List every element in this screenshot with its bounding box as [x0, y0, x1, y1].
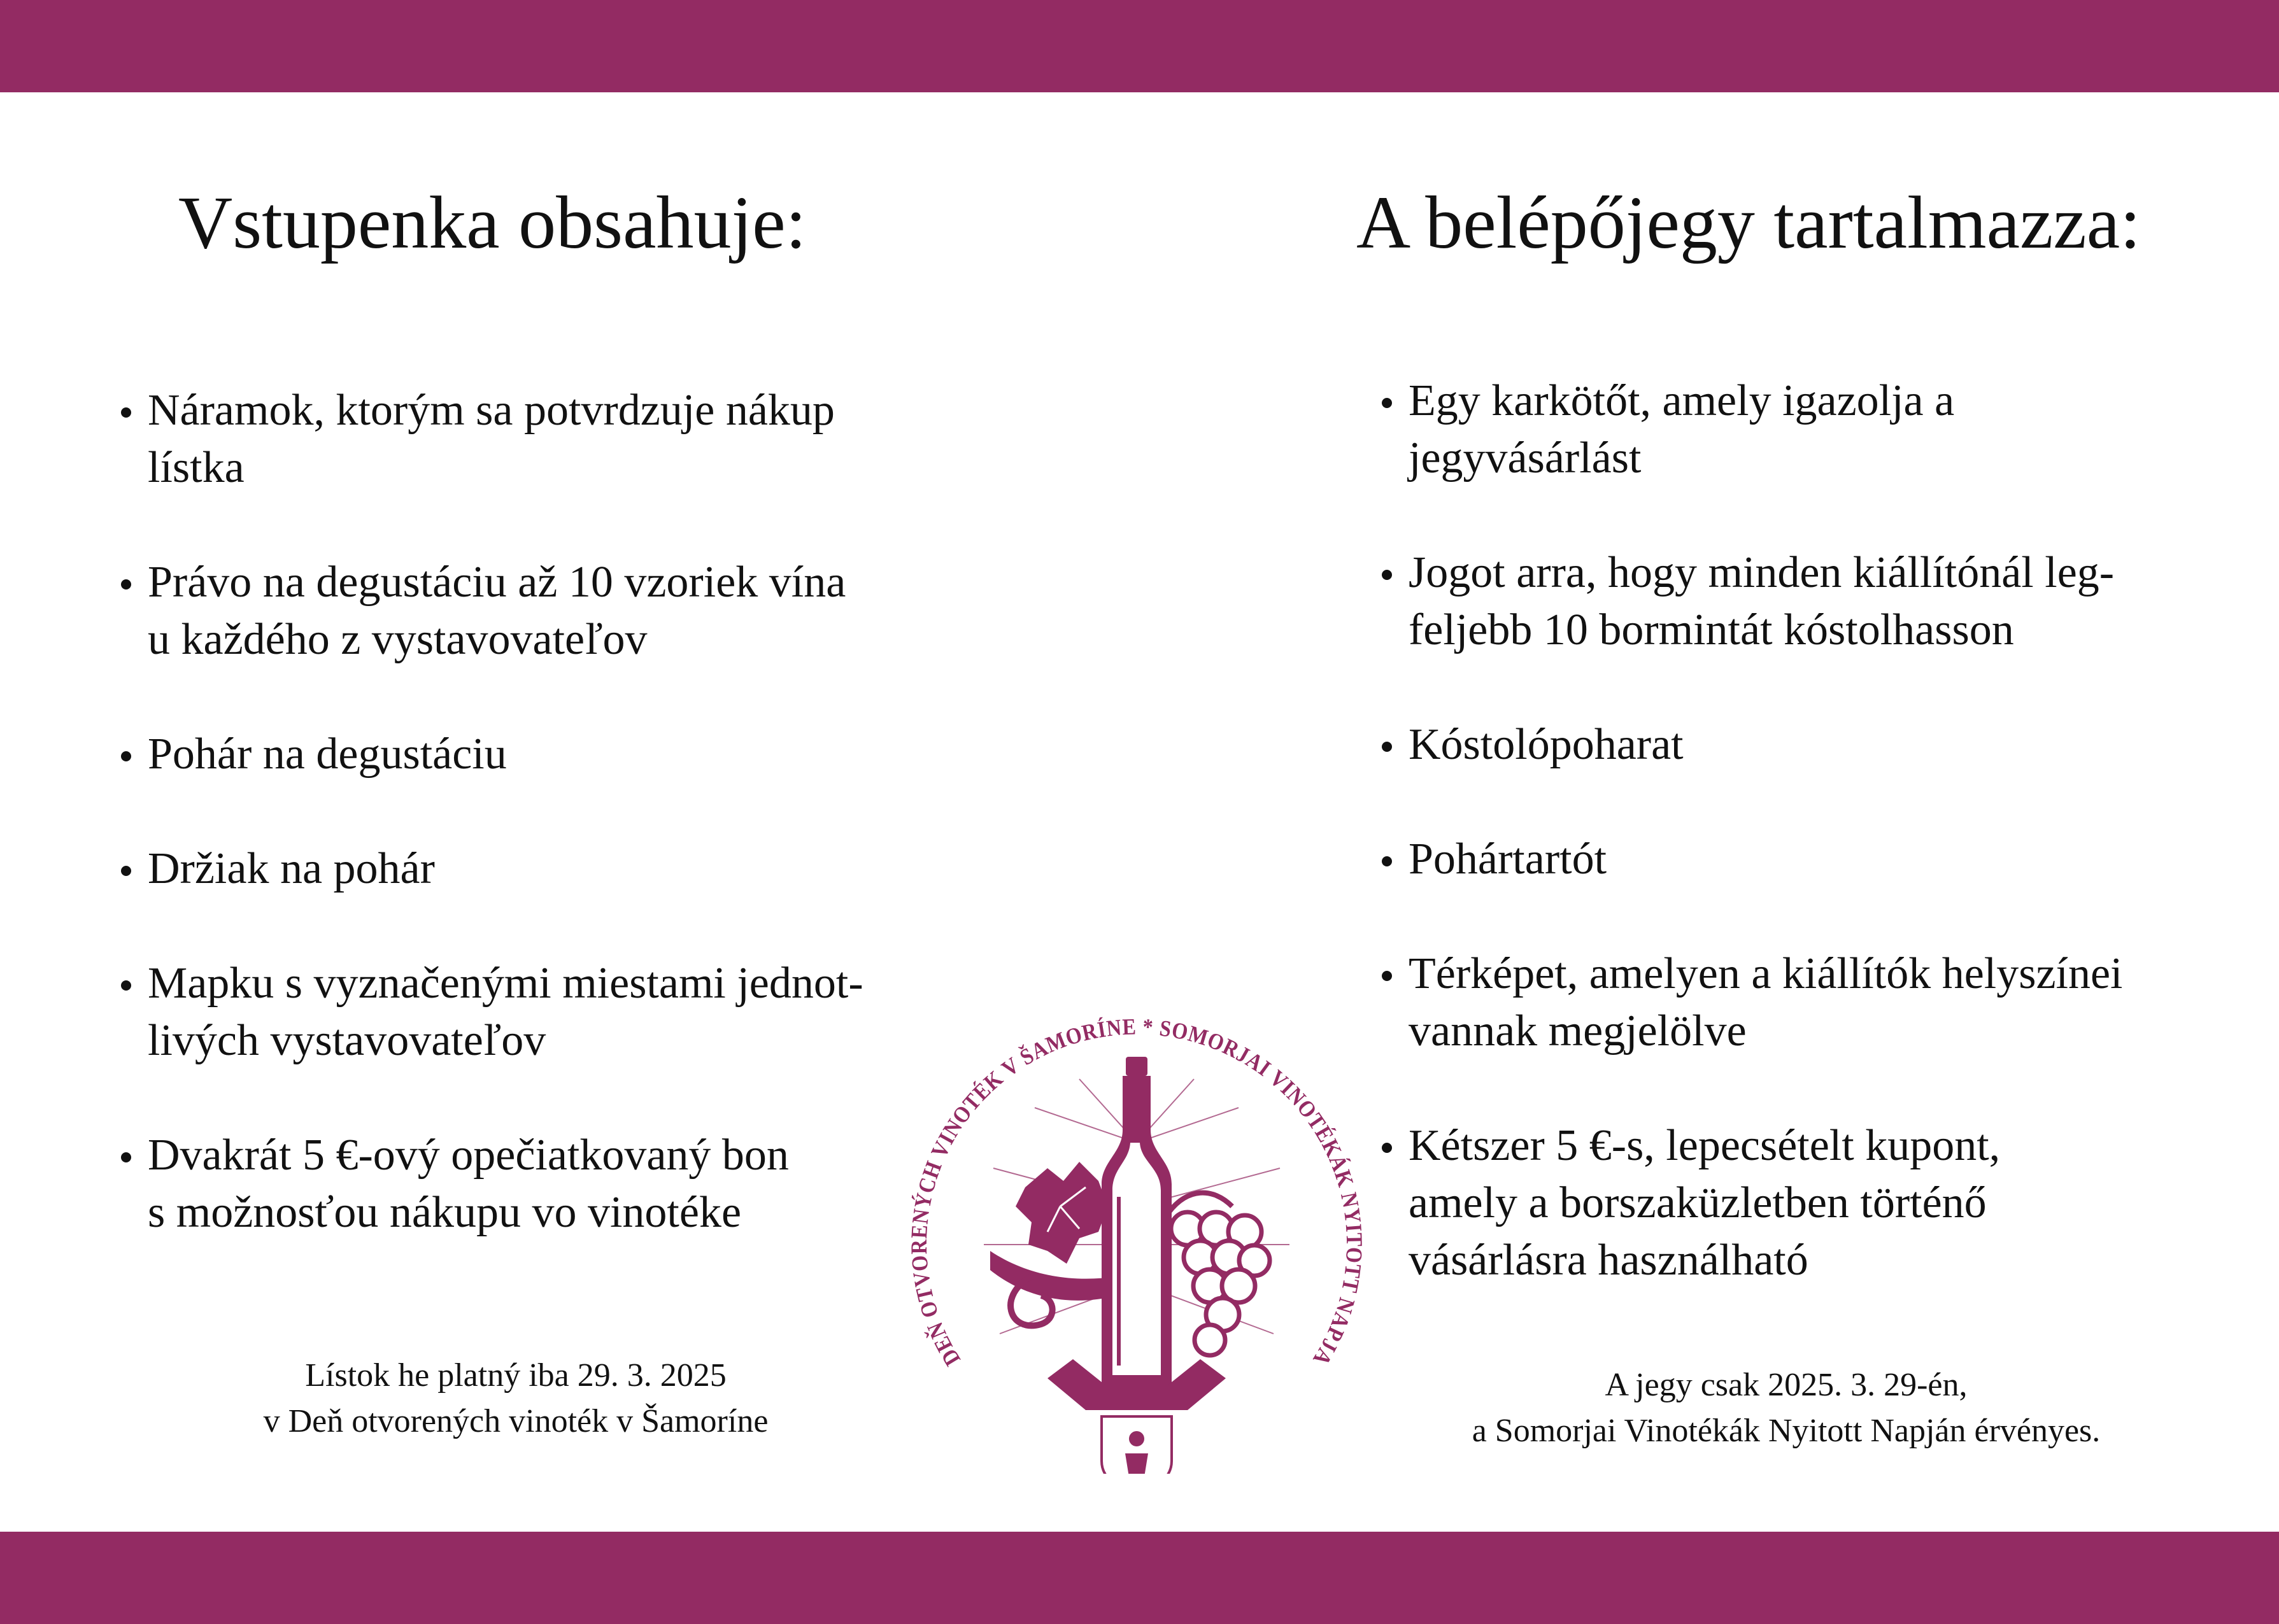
list-item: Dvakrát 5 €-ový opečiatkovaný bon s možnosťou nákupu vo vinotéke: [115, 1127, 789, 1241]
list-item: Náramok, ktorým sa potvrdzuje nákup lístka: [115, 382, 835, 497]
list-item: Pohártartót: [1375, 831, 1607, 888]
list-item: Jogot arra, hogy minden kiállítónál leg- feljebb 10 bormintát kóstolhasson: [1375, 544, 2114, 659]
town-crest-icon: [1102, 1416, 1172, 1474]
hungarian-validity-note: A jegy csak 2025. 3. 29-én, a Somorjai Vinotékák Nyitott Napján érvényes.: [1472, 1367, 2101, 1449]
grape-cluster-icon: [1171, 1212, 1270, 1355]
list-item: Mapku s vyznačenými miestami jednot- livých vystavovateľov: [115, 955, 863, 1070]
list-item: Egy karkötőt, amely igazolja a jegyvásárlást: [1375, 372, 1954, 487]
list-item: Pohár na degustáciu: [115, 726, 507, 783]
slovak-validity-note: Lístok he platný iba 29. 3. 2025 v Deň otvorených vinoték v Šamoríne: [263, 1357, 769, 1439]
wine-day-emblem: [888, 977, 1385, 1474]
grape-leaf-icon: [1016, 1162, 1108, 1264]
emblem-ring-text: DEŇ OTVORENÝCH VINOTÉK V ŠAMORÍNE * SOMORJAI VINOTÉKÁK NYITOTT NAPJA: [905, 1013, 1368, 1373]
horn-icon: [990, 1251, 1118, 1301]
list-item: Kóstolópoharat: [1375, 716, 1684, 773]
slovak-heading: Vstupenka obsahuje:: [178, 181, 807, 264]
top-color-band: [0, 0, 2279, 92]
wine-bottle-icon: [1102, 1057, 1172, 1388]
bottom-color-band: [0, 1532, 2279, 1624]
list-item: Térképet, amelyen a kiállítók helyszínei vannak megjelölve: [1375, 945, 2123, 1060]
hungarian-heading: A belépőjegy tartalmazza:: [1356, 181, 2141, 264]
list-item: Kétszer 5 €-s, lepecsételt kupont, amely a borszaküzletben történő vásárlásra használható: [1375, 1117, 2000, 1289]
list-item: Právo na degustáciu až 10 vzoriek vína u každého z vystavovateľov: [115, 554, 846, 668]
list-item: Držiak na pohár: [115, 840, 435, 898]
